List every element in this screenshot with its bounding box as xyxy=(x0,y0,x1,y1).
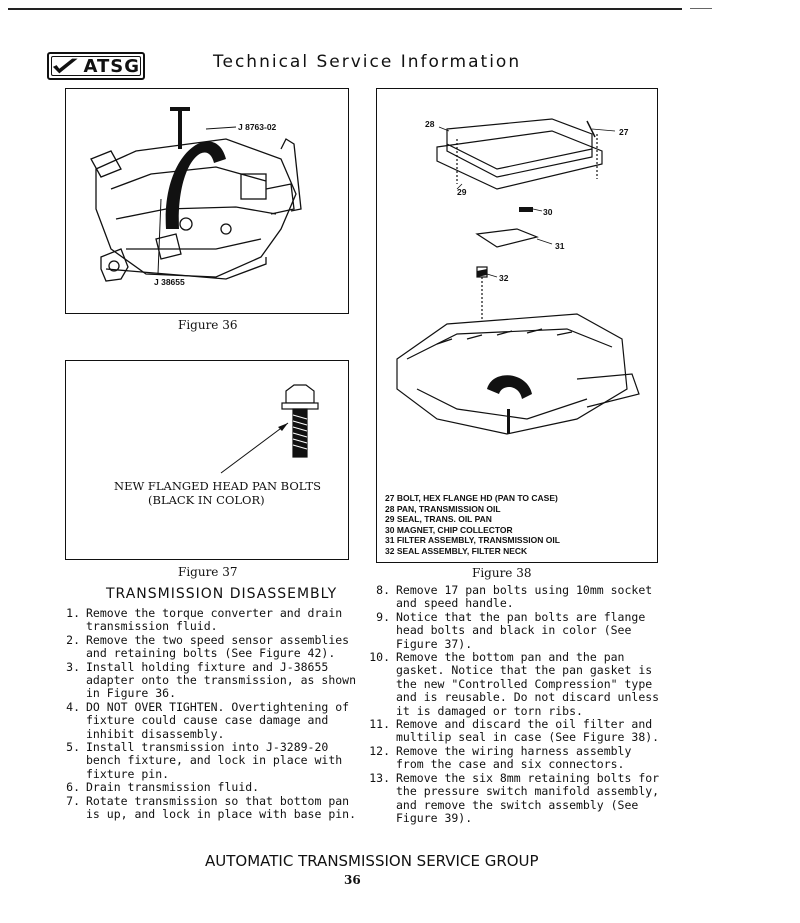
step-number: 12. xyxy=(369,743,390,758)
logo-text: ATSG xyxy=(83,55,140,77)
list-item xyxy=(362,584,662,611)
figure-37-label-line1: NEW FLANGED HEAD PAN BOLTS xyxy=(114,479,322,493)
step-number: 5. xyxy=(66,740,80,755)
step-number: 2. xyxy=(66,632,80,647)
step-number: 4. xyxy=(66,699,80,714)
list-item xyxy=(362,745,662,772)
step-text: Install holding fixture and J-38655 adapter onto the transmission, as shown in Figure 36. xyxy=(86,659,357,701)
right-steps-list xyxy=(362,584,662,825)
figure-38-legend xyxy=(385,493,560,556)
list-item xyxy=(58,607,358,634)
top-rule-dash xyxy=(690,8,712,9)
footer-org: AUTOMATIC TRANSMISSION SERVICE GROUP xyxy=(205,852,539,870)
list-item xyxy=(58,634,358,661)
top-rule xyxy=(8,8,682,10)
step-text: Remove the wiring harness assembly from the case and six connectors. xyxy=(396,743,632,772)
step-number: 7. xyxy=(66,793,80,808)
legend-item: 30 MAGNET, CHIP COLLECTOR xyxy=(385,524,513,535)
figure-37-caption: Figure 37 xyxy=(178,565,238,579)
figure-38-callout-32: 32 xyxy=(499,273,509,283)
step-text: Rotate transmission so that bottom pan is up, and lock in place with base pin. xyxy=(86,793,357,822)
list-item xyxy=(362,718,662,745)
figure-38-callout-27: 27 xyxy=(619,127,629,137)
step-number: 6. xyxy=(66,780,80,795)
figure-36-callout-top: J 8763-02 xyxy=(238,122,277,132)
list-item xyxy=(58,781,358,794)
figure-38-callout-30: 30 xyxy=(543,207,553,217)
figure-36-callout-bottom: J 38655 xyxy=(154,277,185,287)
step-text: Remove the two speed sensor assemblies and retaining bolts (See Figure 42). xyxy=(86,632,350,661)
legend-item: 27 BOLT, HEX FLANGE HD (PAN TO CASE) xyxy=(385,493,558,503)
figure-38-illustration xyxy=(377,89,656,469)
step-number: 9. xyxy=(376,609,390,624)
step-text: Notice that the pan bolts are flange head bolts and black in color (See Figure 37). xyxy=(396,609,646,651)
step-text: Remove the torque converter and drain transmission fluid. xyxy=(86,606,343,634)
step-text: Remove 17 pan bolts using 10mm socket and speed handle. xyxy=(396,583,653,611)
flange-bolt-icon xyxy=(66,361,347,558)
list-item xyxy=(362,772,662,826)
figure-36-caption: Figure 36 xyxy=(178,318,238,332)
step-number: 13. xyxy=(369,770,390,785)
legend-item: 29 SEAL, TRANS. OIL PAN xyxy=(385,514,492,524)
figure-37-label-line2: (BLACK IN COLOR) xyxy=(148,493,265,507)
legend-item: 32 SEAL ASSEMBLY, FILTER NECK xyxy=(385,545,528,556)
figure-38-callout-31: 31 xyxy=(555,241,565,251)
page-title: Technical Service Information xyxy=(213,52,522,72)
list-item xyxy=(58,741,358,781)
section-title: TRANSMISSION DISASSEMBLY xyxy=(106,586,338,602)
figure-38-frame xyxy=(376,88,658,563)
figure-37-frame xyxy=(65,360,349,560)
list-item xyxy=(58,661,358,701)
atsg-logo xyxy=(47,52,145,80)
step-number: 8. xyxy=(376,583,390,597)
page-number: 36 xyxy=(344,873,361,887)
list-item xyxy=(362,651,662,718)
legend-item: 31 FILTER ASSEMBLY, TRANSMISSION OIL xyxy=(385,535,560,545)
step-text: Remove the six 8mm retaining bolts for the pressure switch manifold assembly, and remove the switch assembly (See Figure 39). xyxy=(396,770,660,825)
step-text: Install transmission into J-3289-20 bench fixture, and lock in place with fixture pin. xyxy=(86,740,343,781)
figure-36-frame xyxy=(65,88,349,314)
checkmark-icon xyxy=(52,57,79,75)
left-steps-list xyxy=(58,607,358,822)
step-text: DO NOT OVER TIGHTEN. Overtightening of fixture could cause case damage and inhibit disassembly. xyxy=(86,699,350,741)
step-number: 11. xyxy=(369,717,390,732)
step-text: Remove the bottom pan and the pan gasket. Notice that the pan gasket is the new "Controlled Compression" type and is reusable. Do not discard unless it is damaged or torn ribs. xyxy=(396,650,660,718)
list-item xyxy=(362,611,662,651)
figure-38-caption: Figure 38 xyxy=(472,566,532,580)
list-item xyxy=(58,795,358,822)
step-text: Drain transmission fluid. xyxy=(86,780,260,795)
figure-38-callout-29: 29 xyxy=(457,187,467,197)
step-number: 10. xyxy=(369,650,390,665)
step-text: Remove and discard the oil filter and multilip seal in case (See Figure 38). xyxy=(396,717,660,745)
legend-item: 28 PAN, TRANSMISSION OIL xyxy=(385,503,501,514)
step-number: 1. xyxy=(66,606,80,620)
step-number: 3. xyxy=(66,659,80,674)
list-item xyxy=(58,701,358,741)
figure-36-illustration xyxy=(66,89,347,312)
figure-38-callout-28: 28 xyxy=(425,119,435,129)
